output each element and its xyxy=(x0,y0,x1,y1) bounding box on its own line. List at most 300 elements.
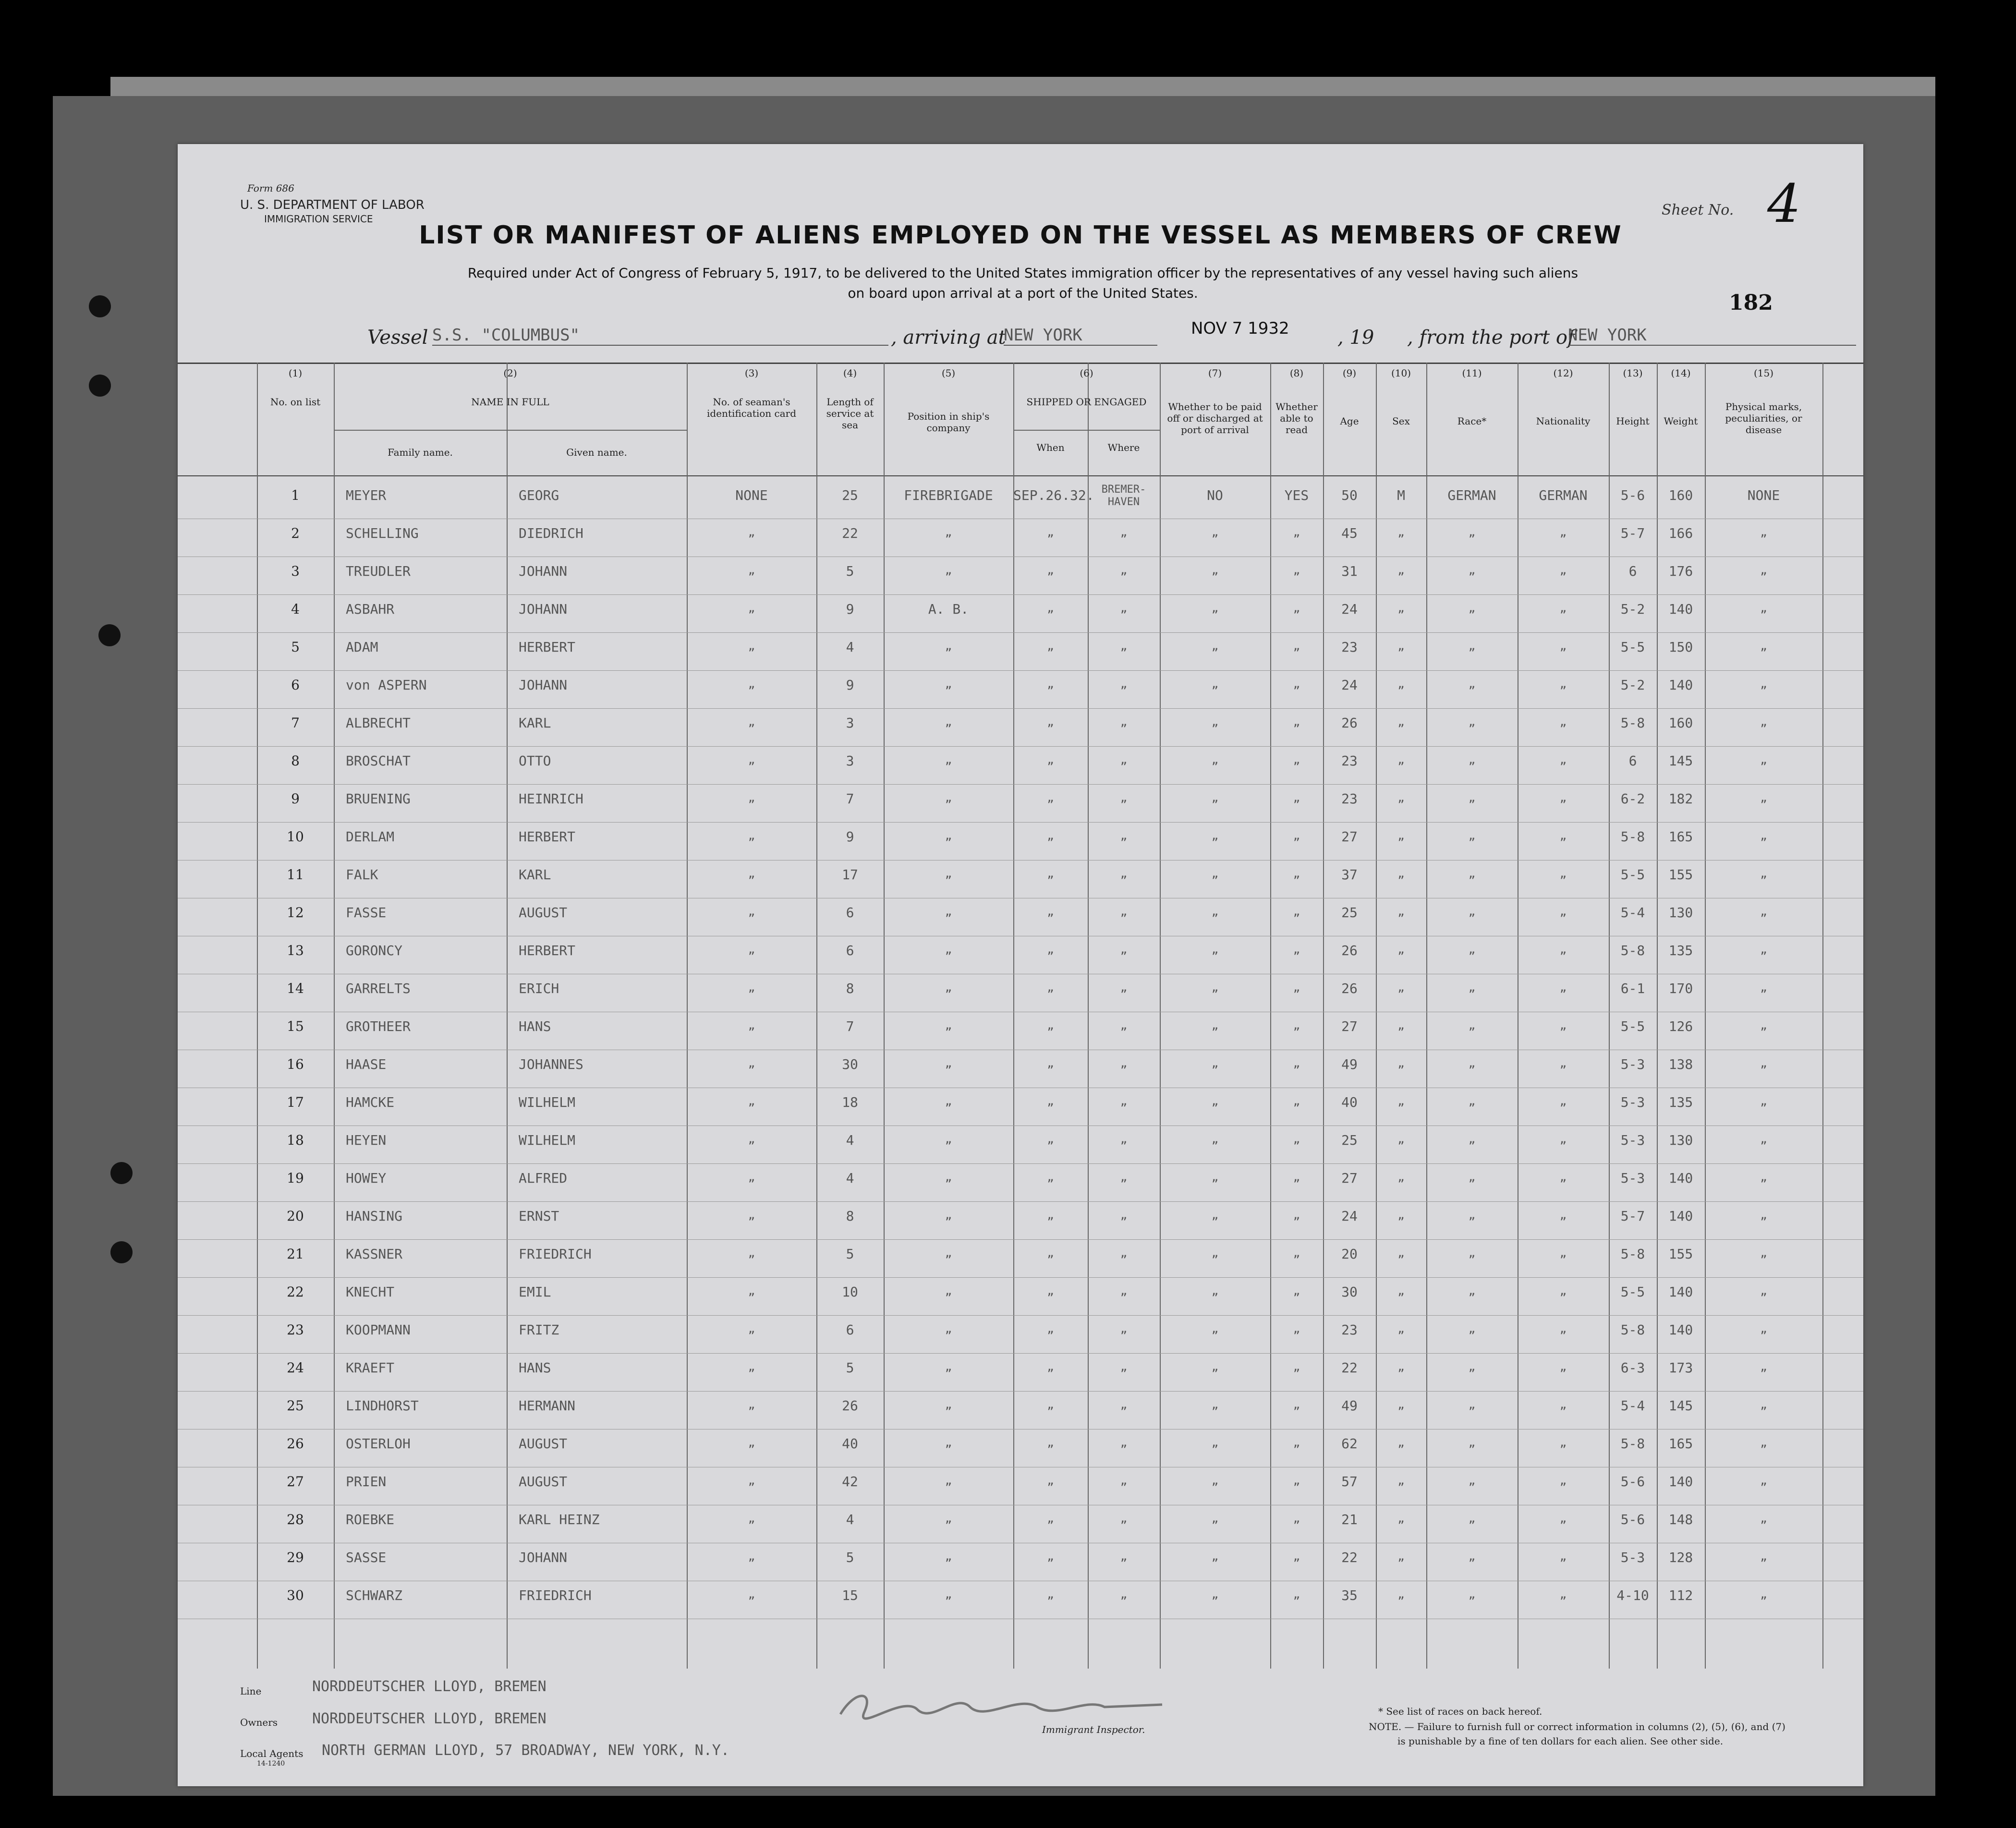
column-divider xyxy=(687,363,688,1669)
cell-given: FRIEDRICH xyxy=(519,1587,592,1603)
cell-position: „ xyxy=(945,1284,952,1297)
cell-card: „ xyxy=(748,829,755,842)
row-rule xyxy=(178,594,1863,595)
cell-nationality: „ xyxy=(1559,1018,1567,1032)
vessel-label: Vessel xyxy=(367,327,428,349)
arriving-label: , arriving at xyxy=(891,327,1006,349)
cell-where: „ xyxy=(1120,715,1128,728)
cell-sex: „ xyxy=(1397,1094,1405,1108)
cell-given: ALFRED xyxy=(519,1170,568,1186)
cell-position: „ xyxy=(945,1132,952,1146)
cell-race: „ xyxy=(1468,753,1476,766)
cell-race: „ xyxy=(1468,1094,1476,1108)
cell-marks: „ xyxy=(1760,943,1767,956)
cell-no: 24 xyxy=(287,1360,304,1376)
cell-age: 50 xyxy=(1341,487,1358,503)
cell-paid: „ xyxy=(1211,563,1219,577)
cell-service: 18 xyxy=(842,1094,858,1110)
cell-marks: „ xyxy=(1760,1512,1767,1525)
cell-position: „ xyxy=(945,525,952,539)
cell-no: 20 xyxy=(287,1208,304,1224)
cell-card: „ xyxy=(748,1322,755,1335)
column-divider xyxy=(1609,363,1610,1669)
cell-read: „ xyxy=(1293,981,1300,994)
cell-sex: „ xyxy=(1397,1436,1405,1449)
line-value: NORDDEUTSCHER LLOYD, BREMEN xyxy=(312,1678,547,1695)
cell-nationality: „ xyxy=(1559,677,1567,690)
cell-weight: 135 xyxy=(1668,943,1693,958)
cell-marks: „ xyxy=(1760,1284,1767,1297)
cell-family: GORONCY xyxy=(346,943,403,958)
cell-height: 5-3 xyxy=(1620,1132,1645,1148)
cell-family: BROSCHAT xyxy=(346,753,411,769)
cell-no: 22 xyxy=(287,1284,304,1300)
cell-sex: „ xyxy=(1397,1474,1405,1487)
cell-card: „ xyxy=(748,1474,755,1487)
cell-sex: „ xyxy=(1397,1018,1405,1032)
cell-race: „ xyxy=(1468,905,1476,918)
cell-where: „ xyxy=(1120,791,1128,804)
cell-card: „ xyxy=(748,1018,755,1032)
cell-position: „ xyxy=(945,1018,952,1032)
cell-when: „ xyxy=(1047,1398,1054,1411)
cell-position: „ xyxy=(945,905,952,918)
cell-height: 5-8 xyxy=(1620,829,1645,845)
cell-no: 18 xyxy=(287,1132,304,1148)
cell-given: GEORG xyxy=(519,487,559,503)
cell-race: „ xyxy=(1468,1132,1476,1146)
cell-given: EMIL xyxy=(519,1284,551,1300)
column-header: Given name. xyxy=(566,447,627,458)
cell-service: 42 xyxy=(842,1474,858,1489)
row-rule xyxy=(178,1239,1863,1240)
cell-marks: „ xyxy=(1760,867,1767,880)
cell-card: „ xyxy=(748,791,755,804)
cell-given: WILHELM xyxy=(519,1132,576,1148)
cell-family: PRIEN xyxy=(346,1474,387,1489)
cell-race: „ xyxy=(1468,943,1476,956)
cell-no: 7 xyxy=(291,715,300,731)
cell-family: TREUDLER xyxy=(346,563,411,579)
cell-paid: „ xyxy=(1211,943,1219,956)
cell-race: „ xyxy=(1468,791,1476,804)
cell-weight: 128 xyxy=(1668,1550,1693,1565)
cell-weight: 170 xyxy=(1668,981,1693,996)
cell-nationality: „ xyxy=(1559,1587,1567,1601)
column-number: (7) xyxy=(1208,367,1222,379)
column-number: (12) xyxy=(1553,367,1573,379)
cell-sex: „ xyxy=(1397,753,1405,766)
cell-paid: „ xyxy=(1211,791,1219,804)
cell-service: 6 xyxy=(846,1322,854,1338)
header-divider xyxy=(334,430,687,431)
cell-card: „ xyxy=(748,1587,755,1601)
cell-read: „ xyxy=(1293,1208,1300,1222)
cell-family: ALBRECHT xyxy=(346,715,411,731)
cell-nationality: „ xyxy=(1559,601,1567,615)
cell-marks: „ xyxy=(1760,601,1767,615)
cell-where: „ xyxy=(1120,525,1128,539)
cell-where: „ xyxy=(1120,1056,1128,1070)
column-divider xyxy=(507,363,508,1669)
cell-race: „ xyxy=(1468,1550,1476,1563)
cell-race: „ xyxy=(1468,981,1476,994)
row-rule xyxy=(178,1277,1863,1278)
cell-read: „ xyxy=(1293,1398,1300,1411)
cell-service: 5 xyxy=(846,563,854,579)
cell-paid: „ xyxy=(1211,1132,1219,1146)
cell-service: 3 xyxy=(846,715,854,731)
cell-service: 30 xyxy=(842,1056,858,1072)
cell-given: FRIEDRICH xyxy=(519,1246,592,1262)
cell-age: 25 xyxy=(1341,1132,1358,1148)
cell-where: „ xyxy=(1120,753,1128,766)
cell-given: JOHANNES xyxy=(519,1056,583,1072)
cell-nationality: „ xyxy=(1559,1208,1567,1222)
cell-paid: „ xyxy=(1211,1322,1219,1335)
cell-given: HERBERT xyxy=(519,943,576,958)
cell-height: 5-4 xyxy=(1620,1398,1645,1414)
row-rule xyxy=(178,1163,1863,1164)
cell-family: HAMCKE xyxy=(346,1094,395,1110)
cell-given: HERMANN xyxy=(519,1398,576,1414)
cell-race: „ xyxy=(1468,1284,1476,1297)
row-rule xyxy=(178,708,1863,709)
owners-value: NORDDEUTSCHER LLOYD, BREMEN xyxy=(312,1710,547,1727)
cell-given: HEINRICH xyxy=(519,791,583,807)
arriving-port: NEW YORK xyxy=(1004,326,1157,346)
cell-sex: „ xyxy=(1397,677,1405,690)
cell-read: „ xyxy=(1293,1284,1300,1297)
row-rule xyxy=(178,1201,1863,1202)
cell-where: „ xyxy=(1120,943,1128,956)
cell-paid: „ xyxy=(1211,1246,1219,1259)
cell-where: „ xyxy=(1120,867,1128,880)
cell-service: 25 xyxy=(842,487,858,503)
cell-where: „ xyxy=(1120,639,1128,653)
cell-weight: 130 xyxy=(1668,1132,1693,1148)
cell-where: „ xyxy=(1120,1512,1128,1525)
cell-when: „ xyxy=(1047,1587,1054,1601)
cell-age: 23 xyxy=(1341,1322,1358,1338)
cell-when: „ xyxy=(1047,1474,1054,1487)
cell-height: 5-3 xyxy=(1620,1056,1645,1072)
cell-age: 35 xyxy=(1341,1587,1358,1603)
cell-read: „ xyxy=(1293,563,1300,577)
cell-given: AUGUST xyxy=(519,905,568,920)
cell-given: KARL HEINZ xyxy=(519,1512,600,1527)
cell-age: 27 xyxy=(1341,1018,1358,1034)
punch-hole xyxy=(110,1241,133,1263)
service-name: IMMIGRATION SERVICE xyxy=(264,213,373,225)
column-header: Where xyxy=(1107,442,1140,453)
column-header: No. on list xyxy=(270,396,321,408)
cell-nationality: „ xyxy=(1559,1360,1567,1373)
row-rule xyxy=(178,1353,1863,1354)
cell-nationality: „ xyxy=(1559,1474,1567,1487)
cell-height: 5-6 xyxy=(1620,487,1645,503)
cell-no: 15 xyxy=(287,1018,304,1034)
column-divider xyxy=(334,363,335,1669)
cell-no: 25 xyxy=(287,1398,304,1414)
cell-marks: „ xyxy=(1760,1094,1767,1108)
column-number: (1) xyxy=(288,367,303,379)
cell-card: „ xyxy=(748,867,755,880)
cell-read: „ xyxy=(1293,1587,1300,1601)
column-header: Race* xyxy=(1457,415,1487,427)
cell-family: HEYEN xyxy=(346,1132,387,1148)
cell-sex: „ xyxy=(1397,1208,1405,1222)
cell-paid: „ xyxy=(1211,1436,1219,1449)
cell-service: 10 xyxy=(842,1284,858,1300)
cell-weight: 140 xyxy=(1668,601,1693,617)
cell-family: KOOPMANN xyxy=(346,1322,411,1338)
cell-no: 1 xyxy=(291,487,300,503)
cell-family: FASSE xyxy=(346,905,387,920)
cell-service: 15 xyxy=(842,1587,858,1603)
cell-given: HERBERT xyxy=(519,639,576,655)
column-header: NAME IN FULL xyxy=(471,396,549,408)
cell-marks: NONE xyxy=(1747,487,1780,503)
column-number: (3) xyxy=(744,367,759,379)
cell-paid: „ xyxy=(1211,1398,1219,1411)
cell-where: „ xyxy=(1120,1322,1128,1335)
cell-weight: 165 xyxy=(1668,829,1693,845)
cell-paid: „ xyxy=(1211,715,1219,728)
cell-card: „ xyxy=(748,1132,755,1146)
line-label: Line xyxy=(240,1685,262,1697)
cell-when: „ xyxy=(1047,867,1054,880)
manifest-sheet xyxy=(178,144,1863,1786)
cell-read: „ xyxy=(1293,943,1300,956)
cell-height: 6 xyxy=(1628,563,1637,579)
cell-marks: „ xyxy=(1760,715,1767,728)
cell-age: 24 xyxy=(1341,1208,1358,1224)
cell-family: KASSNER xyxy=(346,1246,403,1262)
inspector-label: Immigrant Inspector. xyxy=(1042,1724,1145,1735)
cell-weight: 148 xyxy=(1668,1512,1693,1527)
header-divider xyxy=(1013,430,1160,431)
cell-sex: „ xyxy=(1397,1246,1405,1259)
cell-age: 30 xyxy=(1341,1284,1358,1300)
cell-family: von ASPERN xyxy=(346,677,427,693)
cell-marks: „ xyxy=(1760,981,1767,994)
cell-when: „ xyxy=(1047,1170,1054,1184)
cell-when: „ xyxy=(1047,905,1054,918)
cell-no: 21 xyxy=(287,1246,304,1262)
cell-height: 5-8 xyxy=(1620,1322,1645,1338)
cell-race: „ xyxy=(1468,1246,1476,1259)
cell-height: 5-8 xyxy=(1620,715,1645,731)
cell-weight: 155 xyxy=(1668,867,1693,883)
cell-height: 5-7 xyxy=(1620,525,1645,541)
cell-weight: 140 xyxy=(1668,1474,1693,1489)
cell-where: „ xyxy=(1120,1360,1128,1373)
cell-weight: 176 xyxy=(1668,563,1693,579)
cell-nationality: „ xyxy=(1559,1512,1567,1525)
cell-where: „ xyxy=(1120,563,1128,577)
cell-service: 8 xyxy=(846,981,854,996)
cell-marks: „ xyxy=(1760,791,1767,804)
cell-nationality: „ xyxy=(1559,1246,1567,1259)
cell-given: AUGUST xyxy=(519,1436,568,1452)
cell-height: 5-4 xyxy=(1620,905,1645,920)
cell-marks: „ xyxy=(1760,525,1767,539)
cell-height: 5-5 xyxy=(1620,1018,1645,1034)
cell-marks: „ xyxy=(1760,1056,1767,1070)
cell-age: 20 xyxy=(1341,1246,1358,1262)
cell-read: „ xyxy=(1293,791,1300,804)
table-top-border xyxy=(178,363,1863,364)
cell-family: SCHWARZ xyxy=(346,1587,403,1603)
cell-card: „ xyxy=(748,1436,755,1449)
column-divider xyxy=(1657,363,1658,1669)
cell-position: „ xyxy=(945,1094,952,1108)
cell-card: „ xyxy=(748,1284,755,1297)
cell-marks: „ xyxy=(1760,1170,1767,1184)
cell-when: „ xyxy=(1047,1284,1054,1297)
cell-when: „ xyxy=(1047,981,1054,994)
cell-where: „ xyxy=(1120,1132,1128,1146)
cell-card: „ xyxy=(748,1550,755,1563)
cell-read: „ xyxy=(1293,1322,1300,1335)
cell-sex: „ xyxy=(1397,943,1405,956)
cell-age: 23 xyxy=(1341,753,1358,769)
cell-sex: „ xyxy=(1397,563,1405,577)
cell-no: 26 xyxy=(287,1436,304,1452)
cell-weight: 145 xyxy=(1668,753,1693,769)
cell-no: 29 xyxy=(287,1550,304,1565)
cell-no: 28 xyxy=(287,1512,304,1527)
column-number: (13) xyxy=(1623,367,1643,379)
cell-when: „ xyxy=(1047,1360,1054,1373)
cell-no: 27 xyxy=(287,1474,304,1489)
cell-race: „ xyxy=(1468,1587,1476,1601)
cell-no: 10 xyxy=(287,829,304,845)
cell-family: ASBAHR xyxy=(346,601,395,617)
punch-hole xyxy=(89,295,111,317)
cell-weight: 135 xyxy=(1668,1094,1693,1110)
cell-sex: „ xyxy=(1397,715,1405,728)
cell-height: 5-5 xyxy=(1620,639,1645,655)
column-number: (8) xyxy=(1289,367,1304,379)
cell-weight: 112 xyxy=(1668,1587,1693,1603)
cell-read: „ xyxy=(1293,1018,1300,1032)
cell-family: KRAEFT xyxy=(346,1360,395,1376)
row-rule xyxy=(178,1315,1863,1316)
cell-race: „ xyxy=(1468,1208,1476,1222)
cell-marks: „ xyxy=(1760,563,1767,577)
cell-given: HANS xyxy=(519,1018,551,1034)
cell-service: 26 xyxy=(842,1398,858,1414)
cell-card: „ xyxy=(748,1512,755,1525)
cell-position: „ xyxy=(945,791,952,804)
agents-value: NORTH GERMAN LLOYD, 57 BROADWAY, NEW YORK, N.Y. xyxy=(322,1742,729,1759)
cell-marks: „ xyxy=(1760,1018,1767,1032)
cell-position: „ xyxy=(945,1587,952,1601)
cell-read: „ xyxy=(1293,753,1300,766)
punch-hole xyxy=(89,375,111,397)
cell-service: 7 xyxy=(846,791,854,807)
cell-sex: „ xyxy=(1397,1398,1405,1411)
cell-marks: „ xyxy=(1760,1246,1767,1259)
cell-where: „ xyxy=(1120,1018,1128,1032)
cell-nationality: „ xyxy=(1559,791,1567,804)
cell-where: „ xyxy=(1120,1246,1128,1259)
cell-card: „ xyxy=(748,525,755,539)
punch-hole xyxy=(110,1162,133,1184)
penalty-note-2: is punishable by a fine of ten dollars for each alien. See other side. xyxy=(1397,1735,1724,1747)
cell-read: „ xyxy=(1293,1512,1300,1525)
cell-card: „ xyxy=(748,1360,755,1373)
cell-sex: „ xyxy=(1397,981,1405,994)
cell-marks: „ xyxy=(1760,1474,1767,1487)
cell-nationality: „ xyxy=(1559,1094,1567,1108)
column-number: (4) xyxy=(843,367,857,379)
page-title: LIST OR MANIFEST OF ALIENS EMPLOYED ON THE VESSEL AS MEMBERS OF CREW xyxy=(419,221,1622,250)
cell-race: „ xyxy=(1468,1322,1476,1335)
column-header: When xyxy=(1036,442,1065,453)
cell-card: „ xyxy=(748,905,755,918)
cell-no: 5 xyxy=(291,639,300,655)
cell-sex: „ xyxy=(1397,1550,1405,1563)
cell-given: OTTO xyxy=(519,753,551,769)
cell-given: JOHANN xyxy=(519,563,568,579)
cell-nationality: „ xyxy=(1559,981,1567,994)
cell-service: 9 xyxy=(846,829,854,845)
cell-nationality: „ xyxy=(1559,1550,1567,1563)
row-rule xyxy=(178,784,1863,785)
cell-family: KNECHT xyxy=(346,1284,395,1300)
column-header: SHIPPED OR ENGAGED xyxy=(1026,396,1147,408)
cell-read: „ xyxy=(1293,1360,1300,1373)
cell-read: „ xyxy=(1293,601,1300,615)
cell-race: „ xyxy=(1468,639,1476,653)
cell-race: „ xyxy=(1468,1512,1476,1525)
cell-when: „ xyxy=(1047,677,1054,690)
cell-family: ROEBKE xyxy=(346,1512,395,1527)
cell-card: „ xyxy=(748,1170,755,1184)
cell-age: 22 xyxy=(1341,1360,1358,1376)
owners-label: Owners xyxy=(240,1717,278,1728)
cell-marks: „ xyxy=(1760,829,1767,842)
cell-height: 5-5 xyxy=(1620,867,1645,883)
cell-read: „ xyxy=(1293,1170,1300,1184)
cell-position: „ xyxy=(945,1512,952,1525)
cell-paid: „ xyxy=(1211,525,1219,539)
cell-no: 23 xyxy=(287,1322,304,1338)
cell-service: 9 xyxy=(846,601,854,617)
cell-when: „ xyxy=(1047,791,1054,804)
cell-given: HANS xyxy=(519,1360,551,1376)
cell-sex: „ xyxy=(1397,1360,1405,1373)
cell-read: „ xyxy=(1293,1246,1300,1259)
cell-height: 5-5 xyxy=(1620,1284,1645,1300)
row-rule xyxy=(178,822,1863,823)
cell-age: 26 xyxy=(1341,715,1358,731)
cell-race: „ xyxy=(1468,1436,1476,1449)
cell-age: 24 xyxy=(1341,677,1358,693)
cell-position: „ xyxy=(945,1360,952,1373)
cell-family: ADAM xyxy=(346,639,378,655)
cell-position: „ xyxy=(945,1474,952,1487)
cell-race: „ xyxy=(1468,677,1476,690)
cell-card: „ xyxy=(748,601,755,615)
cell-service: 3 xyxy=(846,753,854,769)
cell-no: 6 xyxy=(291,677,300,693)
cell-age: 40 xyxy=(1341,1094,1358,1110)
from-port-label: , from the port of xyxy=(1407,327,1575,349)
